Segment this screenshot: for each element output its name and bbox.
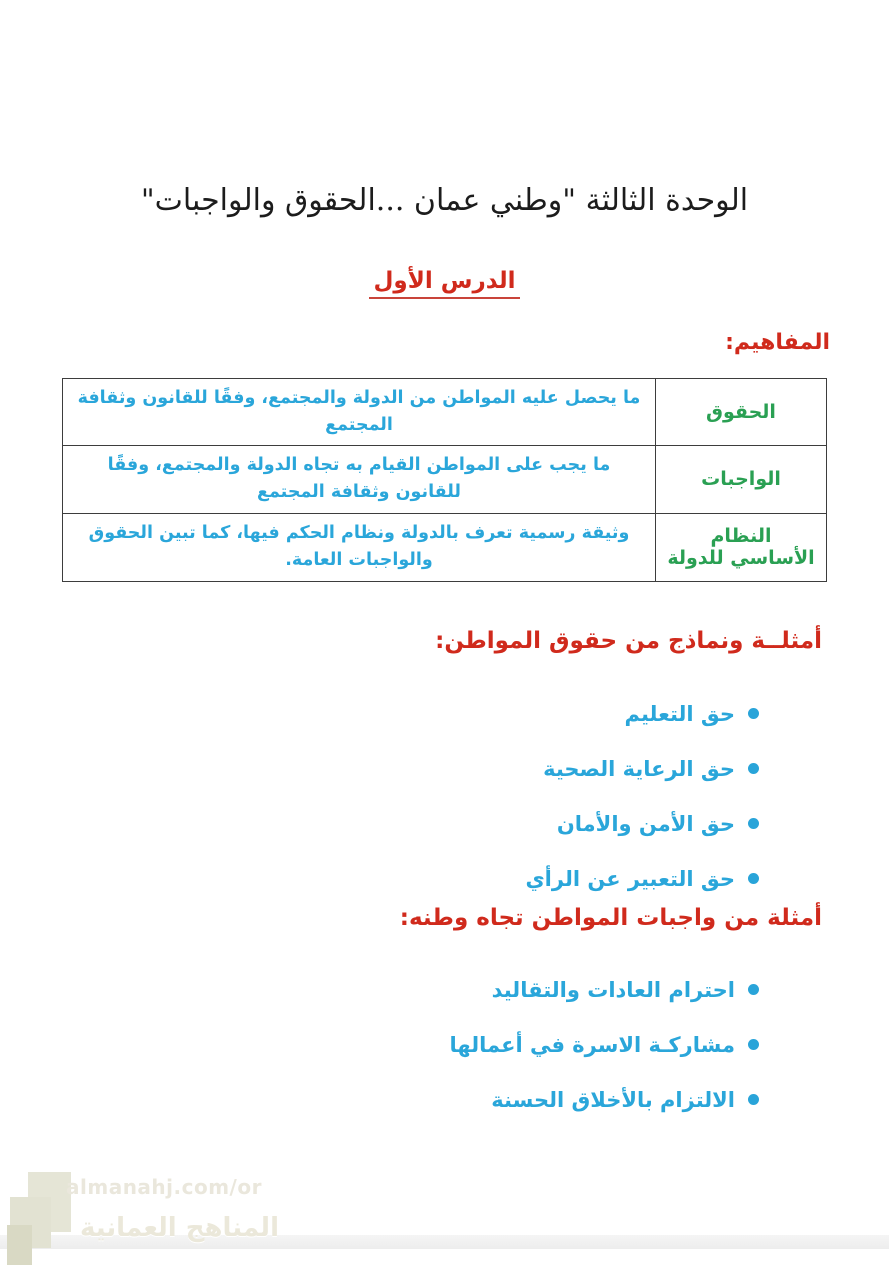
table-row <box>63 513 827 581</box>
concept-definition: ما يجب على المواطن القيام به تجاه الدولة والمجتمع، وفقًا للقانون وثقافة المجتمع <box>63 446 656 513</box>
bullet-dot-icon <box>748 763 759 774</box>
table-row <box>63 446 827 513</box>
concept-definition: وثيقة رسمية تعرف بالدولة ونظام الحكم فيها، كما تبين الحقوق والواجبات العامة. <box>63 513 656 581</box>
list-item-label: حق الرعاية الصحية <box>543 756 735 781</box>
concept-term: الواجبات <box>656 446 827 513</box>
page-title: الوحدة الثالثة "وطني عمان ...الحقوق والواجبات" <box>140 183 749 218</box>
list-item <box>525 796 759 851</box>
bullet-dot-icon <box>748 1094 759 1105</box>
bullet-dot-icon <box>748 873 759 884</box>
bullet-dot-icon <box>748 1039 759 1050</box>
rights-section-heading: أمثلــة ونماذج من حقوق المواطن: <box>435 628 822 654</box>
concepts-table <box>62 378 827 582</box>
table-row <box>63 379 827 446</box>
almanahj-logo-icon <box>7 1225 32 1265</box>
list-item-label: مشاركـة الاسرة في أعمالها <box>449 1032 735 1057</box>
bullet-dot-icon <box>748 708 759 719</box>
watermark-url: almanahj.com/or <box>66 1175 262 1199</box>
concepts-label: المفاهيم: <box>725 330 830 355</box>
concept-term: النظام الأساسي للدولة <box>656 513 827 581</box>
list-item-label: احترام العادات والتقاليد <box>491 977 735 1002</box>
lesson-heading: الدرس الأول <box>369 268 519 299</box>
bullet-dot-icon <box>748 984 759 995</box>
list-item-label: حق التعليم <box>624 701 735 726</box>
list-item-label: حق التعبير عن الرأي <box>525 866 735 891</box>
duties-section-heading: أمثلة من واجبات المواطن تجاه وطنه: <box>399 905 822 931</box>
watermark-brand: المناهج العمانية <box>80 1213 279 1243</box>
list-item-label: الالتزام بالأخلاق الحسنة <box>491 1087 735 1112</box>
list-item <box>450 1072 760 1127</box>
list-item-label: حق الأمن والأمان <box>556 811 735 836</box>
list-item <box>450 962 760 1017</box>
concept-term: الحقوق <box>656 379 827 446</box>
concept-definition: ما يحصل عليه المواطن من الدولة والمجتمع، وفقًا للقانون وثقافة المجتمع <box>63 379 656 446</box>
list-item <box>525 741 759 796</box>
list-item <box>525 851 759 906</box>
rights-list <box>525 686 759 906</box>
list-item <box>450 1017 760 1072</box>
duties-list <box>450 962 760 1127</box>
lesson-heading-wrap <box>0 268 889 299</box>
list-item <box>525 686 759 741</box>
bullet-dot-icon <box>748 818 759 829</box>
